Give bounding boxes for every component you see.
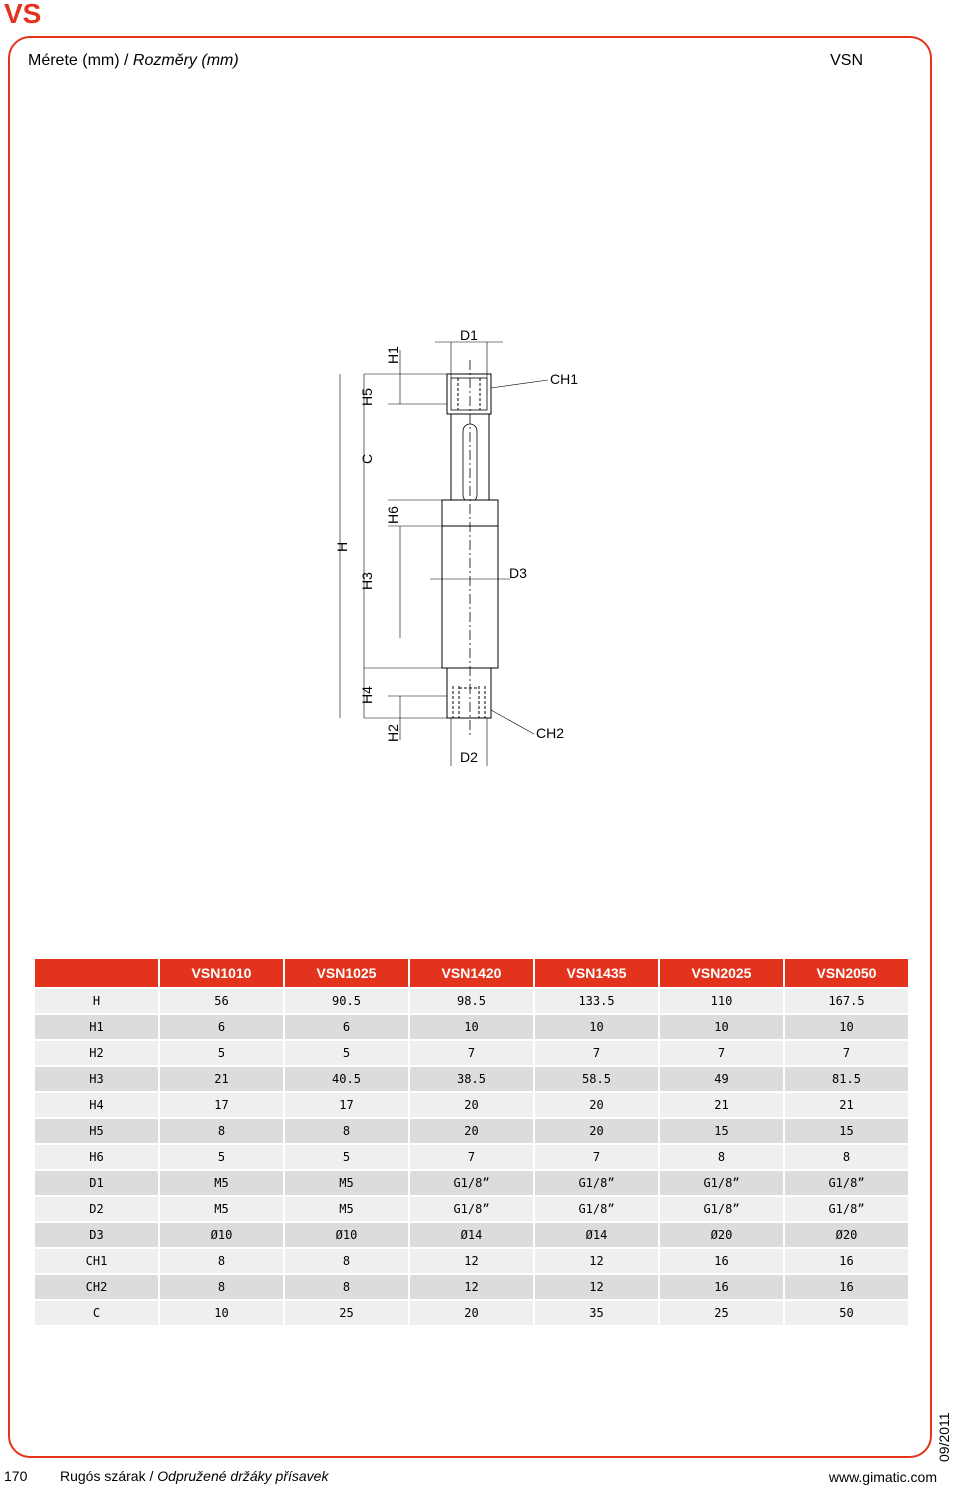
- table-row: [35, 1275, 908, 1299]
- label-ch1: CH1: [550, 371, 579, 387]
- table-cell: 20: [535, 1119, 658, 1143]
- footer-text-hu: Rugós szárak: [60, 1468, 146, 1484]
- table-cell: 8: [285, 1119, 408, 1143]
- label-d3: D3: [509, 565, 527, 581]
- label-d2: D2: [460, 749, 478, 765]
- row-label-cell: H6: [35, 1145, 158, 1169]
- row-label-cell: D1: [35, 1171, 158, 1195]
- model-name: VSN: [830, 52, 863, 69]
- table-cell: 49: [660, 1067, 783, 1091]
- table-cell: 6: [160, 1015, 283, 1039]
- table-cell: 20: [410, 1301, 533, 1325]
- table-cell: G1/8”: [660, 1171, 783, 1195]
- table-cell: 20: [410, 1119, 533, 1143]
- table-header-row: [35, 959, 908, 987]
- table-cell: 7: [535, 1041, 658, 1065]
- table-cell: G1/8”: [410, 1197, 533, 1221]
- table-cell: 7: [785, 1041, 908, 1065]
- table-cell: 167.5: [785, 989, 908, 1013]
- page-title: [28, 52, 239, 70]
- table-cell: 5: [285, 1145, 408, 1169]
- row-label-cell: H2: [35, 1041, 158, 1065]
- table-row: [35, 1249, 908, 1273]
- table-cell: 20: [535, 1093, 658, 1117]
- table-cell: Ø10: [285, 1223, 408, 1247]
- table-row: [35, 1223, 908, 1247]
- table-cell: Ø20: [785, 1223, 908, 1247]
- table-cell: 21: [160, 1067, 283, 1091]
- row-label-cell: H4: [35, 1093, 158, 1117]
- table-cell: 16: [785, 1275, 908, 1299]
- table-row: [35, 1041, 908, 1065]
- row-label-cell: H: [35, 989, 158, 1013]
- row-label-cell: D2: [35, 1197, 158, 1221]
- table-cell: 8: [660, 1145, 783, 1169]
- table-cell: 12: [535, 1249, 658, 1273]
- table-cell: 5: [160, 1041, 283, 1065]
- table-row: [35, 1145, 908, 1169]
- table-cell: 133.5: [535, 989, 658, 1013]
- table-cell: G1/8”: [660, 1197, 783, 1221]
- column-header: [35, 959, 158, 987]
- table-cell: 20: [410, 1093, 533, 1117]
- table-cell: G1/8”: [785, 1197, 908, 1221]
- table-row: [35, 1301, 908, 1325]
- table-cell: 8: [285, 1249, 408, 1273]
- title-cz: Rozměry (mm): [132, 52, 239, 69]
- row-label-cell: D3: [35, 1223, 158, 1247]
- table-cell: 7: [410, 1145, 533, 1169]
- table-cell: M5: [160, 1197, 283, 1221]
- table-cell: Ø10: [160, 1223, 283, 1247]
- table-cell: 38.5: [410, 1067, 533, 1091]
- table-row: [35, 1197, 908, 1221]
- table-cell: 98.5: [410, 989, 533, 1013]
- label-h1: H1: [385, 346, 401, 364]
- table-cell: 16: [660, 1275, 783, 1299]
- table-cell: 10: [785, 1015, 908, 1039]
- table-cell: 10: [160, 1301, 283, 1325]
- row-label-cell: CH2: [35, 1275, 158, 1299]
- footer-section-title: [60, 1468, 328, 1484]
- table-cell: 10: [535, 1015, 658, 1039]
- title-separator: /: [119, 52, 133, 69]
- row-label-cell: H5: [35, 1119, 158, 1143]
- table-cell: 8: [285, 1275, 408, 1299]
- footer-url: www.gimatic.com: [828, 1469, 937, 1485]
- table-cell: 35: [535, 1301, 658, 1325]
- table-cell: 110: [660, 989, 783, 1013]
- table-cell: 81.5: [785, 1067, 908, 1091]
- table-cell: G1/8”: [535, 1197, 658, 1221]
- table-row: [35, 1093, 908, 1117]
- table-cell: 12: [535, 1275, 658, 1299]
- table-cell: M5: [285, 1197, 408, 1221]
- table-cell: 8: [160, 1275, 283, 1299]
- table-cell: 58.5: [535, 1067, 658, 1091]
- column-header: VSN2025: [660, 959, 783, 987]
- table-cell: 21: [660, 1093, 783, 1117]
- label-h2: H2: [385, 724, 401, 742]
- table-cell: 50: [785, 1301, 908, 1325]
- table-cell: 5: [160, 1145, 283, 1169]
- table-cell: 12: [410, 1275, 533, 1299]
- table-cell: G1/8”: [535, 1171, 658, 1195]
- table-cell: 17: [285, 1093, 408, 1117]
- table-cell: M5: [160, 1171, 283, 1195]
- row-label-cell: C: [35, 1301, 158, 1325]
- table-row: [35, 1119, 908, 1143]
- table-cell: 8: [160, 1249, 283, 1273]
- table-cell: 15: [785, 1119, 908, 1143]
- table-cell: 10: [660, 1015, 783, 1039]
- footer-text-separator: /: [145, 1468, 158, 1484]
- row-label-cell: H3: [35, 1067, 158, 1091]
- table-cell: M5: [285, 1171, 408, 1195]
- table-cell: G1/8”: [410, 1171, 533, 1195]
- edition-date: 09/2011: [936, 1412, 952, 1462]
- table-cell: 56: [160, 989, 283, 1013]
- table-cell: 90.5: [285, 989, 408, 1013]
- table-cell: 7: [535, 1145, 658, 1169]
- table-cell: 40.5: [285, 1067, 408, 1091]
- table-cell: 10: [410, 1015, 533, 1039]
- technical-drawing: [320, 320, 620, 770]
- table-cell: 17: [160, 1093, 283, 1117]
- label-d1: D1: [460, 327, 478, 343]
- table-cell: 6: [285, 1015, 408, 1039]
- column-header: VSN2050: [785, 959, 908, 987]
- table-cell: 25: [285, 1301, 408, 1325]
- table-row: [35, 1171, 908, 1195]
- table-cell: 7: [410, 1041, 533, 1065]
- table-cell: 21: [785, 1093, 908, 1117]
- table-cell: 16: [785, 1249, 908, 1273]
- table-cell: G1/8”: [785, 1171, 908, 1195]
- table-cell: 12: [410, 1249, 533, 1273]
- label-h5: H5: [359, 388, 375, 406]
- column-header: VSN1025: [285, 959, 408, 987]
- label-h6: H6: [385, 506, 401, 524]
- title-hu: Mérete (mm): [28, 52, 120, 69]
- table-row: [35, 1067, 908, 1091]
- table-cell: Ø14: [410, 1223, 533, 1247]
- page-number: 170: [4, 1468, 28, 1484]
- label-ch2: CH2: [536, 725, 565, 741]
- row-label-cell: H1: [35, 1015, 158, 1039]
- label-h: H: [334, 541, 350, 552]
- column-header: VSN1420: [410, 959, 533, 987]
- brand-logo: VS: [4, 0, 42, 29]
- dimensions-table: [33, 957, 910, 1327]
- label-h4: H4: [359, 686, 375, 704]
- label-h3: H3: [359, 572, 375, 590]
- table-cell: 7: [660, 1041, 783, 1065]
- table-cell: Ø14: [535, 1223, 658, 1247]
- row-label-cell: CH1: [35, 1249, 158, 1273]
- table-row: [35, 1015, 908, 1039]
- table-body: [35, 989, 908, 1325]
- label-c: C: [359, 453, 375, 464]
- table-cell: 15: [660, 1119, 783, 1143]
- footer-text-cz: Odpružené držáky přísavek: [157, 1468, 329, 1484]
- table-cell: Ø20: [660, 1223, 783, 1247]
- column-header: VSN1010: [160, 959, 283, 987]
- table-cell: 25: [660, 1301, 783, 1325]
- table-cell: 8: [785, 1145, 908, 1169]
- table-cell: 16: [660, 1249, 783, 1273]
- column-header: VSN1435: [535, 959, 658, 987]
- table-cell: 5: [285, 1041, 408, 1065]
- table-cell: 8: [160, 1119, 283, 1143]
- table-row: [35, 989, 908, 1013]
